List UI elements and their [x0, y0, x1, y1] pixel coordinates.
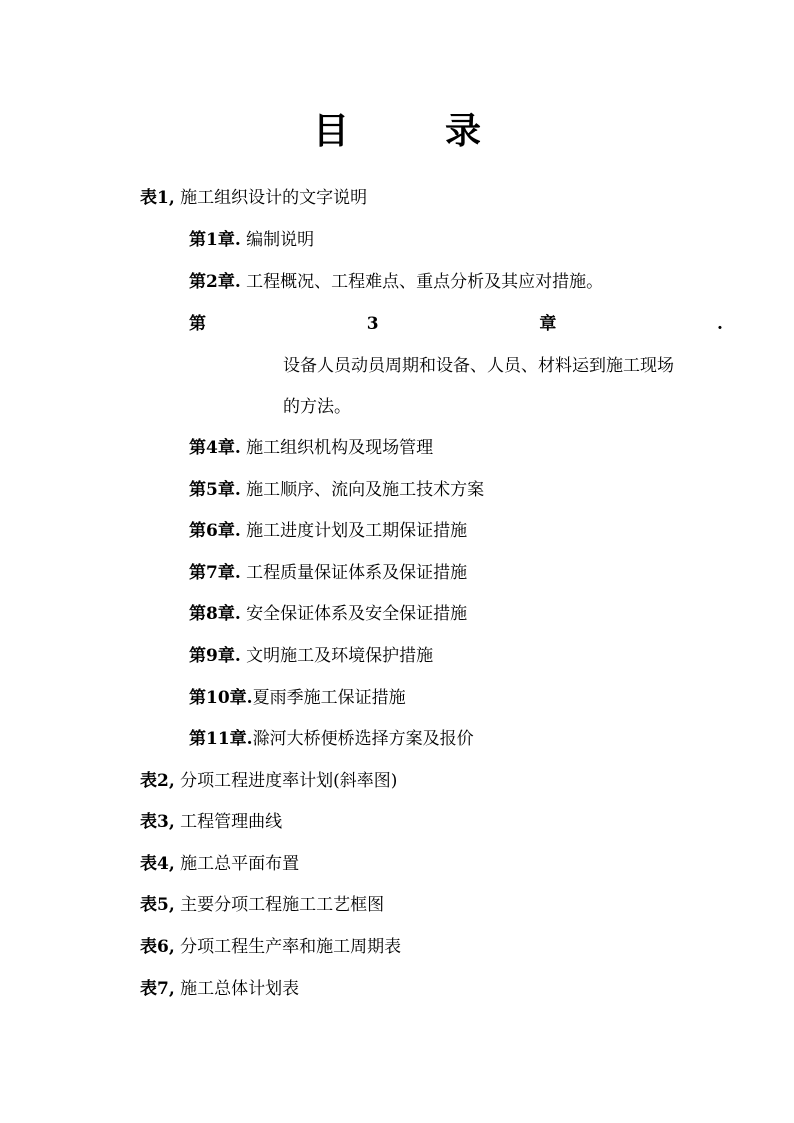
- toc-entry-text: 施工组织机构及现场管理: [246, 438, 434, 458]
- toc-entry-table-6: [140, 935, 401, 959]
- toc-entry-text: 夏雨季施工保证措施: [252, 688, 406, 708]
- toc-entry-text: 滁河大桥便桥选择方案及报价: [252, 729, 474, 749]
- toc-entry-prefix: 表4,: [140, 854, 175, 874]
- chapter-3-text-line-2: 的方法。: [283, 397, 351, 417]
- toc-entry-text: 分项工程进度率计划(斜率图): [180, 771, 398, 791]
- toc-entry-prefix: 第10章.: [189, 688, 253, 708]
- toc-entry-chapter-10: [189, 686, 406, 710]
- toc-entry-text: 编制说明: [246, 230, 315, 250]
- toc-entry-text: 文明施工及环境保护措施: [246, 646, 434, 666]
- toc-entry-chapter-6: [189, 519, 467, 543]
- toc-entry-text: 工程管理曲线: [180, 812, 283, 832]
- toc-entry-table-5: [140, 893, 384, 917]
- toc-entry-prefix: 第2章.: [189, 272, 241, 292]
- toc-entry-table-3: [140, 810, 282, 834]
- title-char-1: 目: [312, 111, 349, 152]
- toc-entry-text: 施工进度计划及工期保证措施: [246, 521, 468, 541]
- toc-entry-chapter-1: [189, 228, 314, 252]
- toc-entry-text: 施工组织设计的文字说明: [180, 188, 368, 208]
- toc-entry-text: 安全保证体系及安全保证措施: [246, 604, 468, 624]
- toc-entry-text: 主要分项工程施工工艺框图: [180, 895, 385, 915]
- toc-entry-prefix: 第1章.: [189, 230, 241, 250]
- toc-entry-prefix: 第5章.: [189, 480, 241, 500]
- toc-entry-text: 分项工程生产率和施工周期表: [180, 937, 402, 957]
- toc-entry-table-2: [140, 769, 397, 793]
- toc-entry-prefix: 第11章.: [189, 729, 253, 749]
- chapter-3-part-di: 第: [189, 314, 206, 334]
- toc-entry-chapter-4: [189, 436, 433, 460]
- toc-entry-chapter-3: [189, 312, 723, 336]
- toc-entry-text: 施工总体计划表: [180, 979, 300, 999]
- toc-entry-prefix: 表7,: [140, 979, 175, 999]
- toc-entry-prefix: 表6,: [140, 937, 175, 957]
- chapter-3-part-zhang: 章: [539, 314, 557, 334]
- chapter-3-part-period: .: [717, 314, 723, 334]
- toc-entry-chapter-8: [189, 602, 467, 626]
- toc-entry-prefix: 第7章.: [189, 563, 241, 583]
- toc-entry-prefix: 第4章.: [189, 438, 241, 458]
- toc-entry-chapter-5: [189, 478, 484, 502]
- toc-entry-prefix: 表1,: [140, 188, 175, 208]
- title-char-2: 录: [445, 111, 482, 152]
- toc-entry-text: 施工总平面布置: [180, 854, 300, 874]
- toc-entry-table-4: [140, 852, 299, 876]
- toc-entry-prefix: 第8章.: [189, 604, 241, 624]
- toc-entry-chapter-7: [189, 561, 467, 585]
- toc-entry-table-1: [140, 186, 367, 210]
- toc-entry-prefix: 第6章.: [189, 521, 241, 541]
- toc-entry-prefix: 表5,: [140, 895, 175, 915]
- page-title: [0, 110, 794, 154]
- chapter-3-part-number: 3: [366, 314, 379, 334]
- toc-entry-chapter-2: [189, 270, 603, 294]
- toc-entry-prefix: 表2,: [140, 771, 175, 791]
- toc-entry-prefix: 第9章.: [189, 646, 241, 666]
- toc-entry-text: 工程概况、工程难点、重点分析及其应对措施。: [246, 272, 604, 292]
- toc-entry-text: 工程质量保证体系及保证措施: [246, 563, 468, 583]
- toc-entry-chapter-9: [189, 644, 433, 668]
- toc-entry-text: 施工顺序、流向及施工技术方案: [246, 480, 485, 500]
- toc-entry-table-7: [140, 977, 299, 1001]
- toc-entry-prefix: 表3,: [140, 812, 175, 832]
- chapter-3-text-line-1: 设备人员动员周期和设备、人员、材料运到施工现场: [283, 356, 674, 376]
- toc-entry-chapter-11: [189, 727, 474, 751]
